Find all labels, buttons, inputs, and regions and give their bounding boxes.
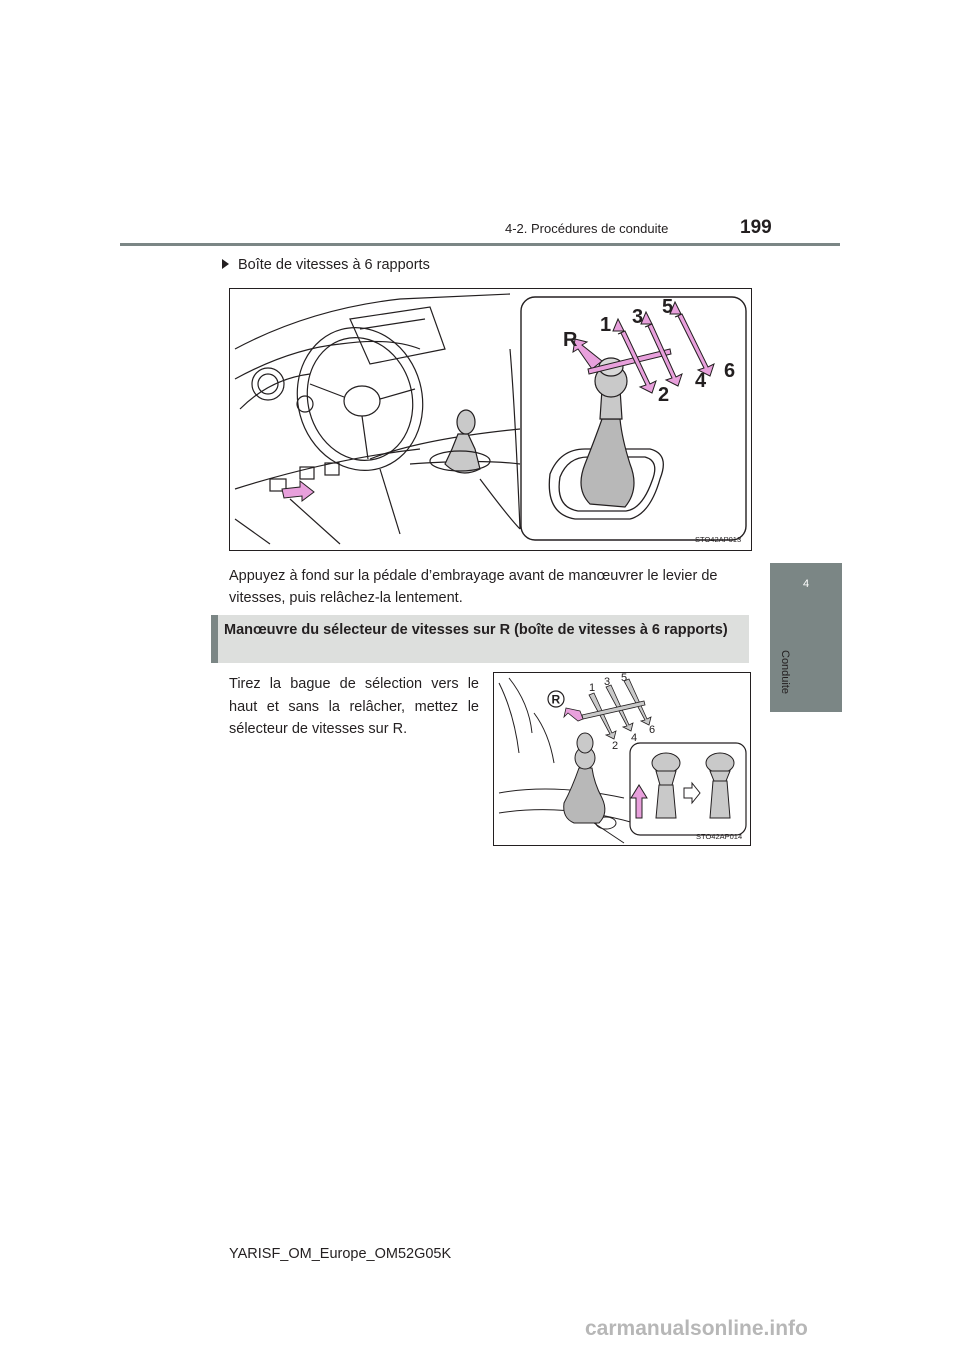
- subtitle: [222, 257, 430, 273]
- section-heading: Manœuvre du sélecteur de vitesses sur R (boîte de vitesses à 6 rapports): [224, 622, 728, 638]
- reverse-pink-arrow-icon: [564, 708, 583, 721]
- figure-gear-lever-6-speed: [229, 288, 752, 551]
- gear-label-2: 2: [658, 384, 670, 406]
- figure-reverse-gear: [493, 672, 751, 846]
- gear-label-r-small: R: [551, 692, 561, 707]
- gear-label-1: 1: [600, 314, 612, 336]
- pedal-press-arrow-icon: [282, 481, 314, 501]
- paragraph-reverse-instruction: Tirez la bague de sélection vers le haut et sans la relâcher, mettez le sélecteur de vitesses sur R.: [229, 676, 479, 737]
- gear-label-4-small: 4: [631, 732, 638, 744]
- triangle-bullet-icon: [222, 259, 229, 269]
- gear-label-3: 3: [632, 306, 644, 328]
- gear-label-r: R: [563, 329, 578, 351]
- figure-1-code: STO42AP013: [695, 535, 742, 544]
- section-heading-bar: [211, 615, 218, 663]
- subtitle-text: Boîte de vitesses à 6 rapports: [238, 257, 430, 273]
- gear-label-5-small: 5: [621, 673, 628, 684]
- paragraph-clutch-instruction: Appuyez à fond sur la pédale d’embrayage avant de manœuvrer le levier de vitesses, puis relâchez-la lentement.: [229, 568, 718, 606]
- watermark[interactable]: carmanualsonline.info: [585, 1317, 808, 1340]
- gear-label-1-small: 1: [589, 682, 596, 694]
- figure-2-code: STO42AP014: [696, 832, 743, 841]
- chapter-tab-label: Conduite: [779, 650, 791, 695]
- gear-label-5: 5: [662, 296, 674, 318]
- gear-label-4: 4: [695, 370, 707, 392]
- page-number: 199: [740, 217, 772, 238]
- gear-label-6-small: 6: [649, 724, 656, 736]
- header-rule: [120, 243, 840, 246]
- gear-label-3-small: 3: [604, 676, 611, 688]
- chapter-tab-number: 4: [802, 578, 810, 590]
- gear-label-2-small: 2: [612, 740, 619, 752]
- gear-label-6: 6: [724, 360, 736, 382]
- section-title: 4-2. Procédures de conduite: [505, 221, 669, 236]
- figure-1-illustration: [230, 289, 751, 550]
- inset-frame: [521, 297, 746, 540]
- figure-2-illustration: [494, 673, 750, 845]
- footer-document-id: YARISF_OM_Europe_OM52G05K: [229, 1246, 452, 1262]
